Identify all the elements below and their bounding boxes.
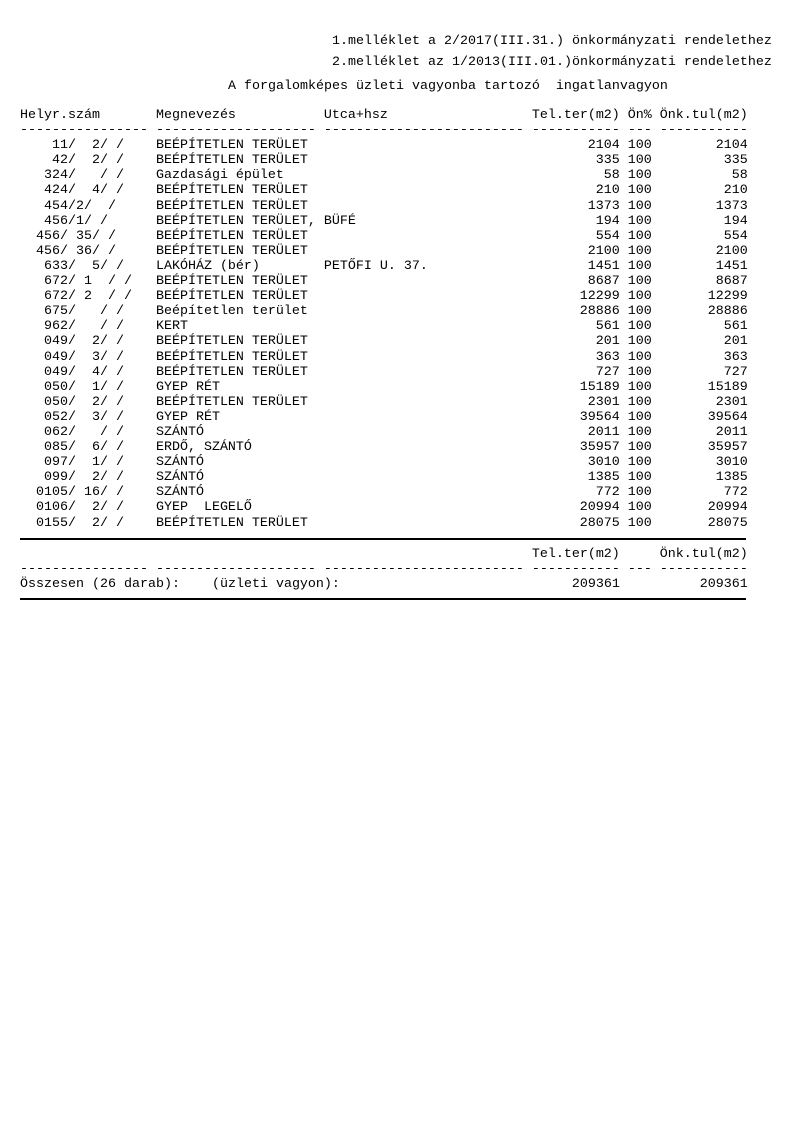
cell-onktul: 194 — [723, 213, 748, 229]
cell-megnevezes: SZÁNTÓ — [155, 424, 204, 440]
summary-header-spacer-3 — [324, 547, 524, 562]
summary-total-telter: 209361 — [571, 577, 620, 593]
cell-telter: 8687 — [587, 274, 620, 290]
cell-onktul: 554 — [723, 228, 748, 244]
cell-helyr: 052/ 3/ / — [20, 409, 124, 425]
cell-onktul: 58 — [731, 168, 748, 184]
cell-telter: 210 — [595, 183, 620, 199]
decree-reference-block — [332, 31, 772, 73]
cell-telter: 2011 — [587, 424, 620, 440]
cell-utca — [324, 138, 524, 153]
cell-utca — [324, 425, 524, 440]
cell-helyr: 062/ / / — [20, 424, 124, 440]
table-row — [20, 350, 748, 365]
summary-header-spacer-1 — [20, 547, 148, 562]
summary-bottom-rule — [20, 598, 746, 600]
cell-helyr: 454/2/ / — [20, 198, 116, 214]
table-header-row — [20, 108, 748, 123]
table-row — [20, 168, 748, 183]
cell-telter: 15189 — [579, 379, 620, 395]
cell-megnevezes: BEÉPÍTETLEN TERÜLET — [155, 394, 308, 410]
cell-telter: 2104 — [587, 138, 620, 154]
cell-telter: 28886 — [579, 304, 620, 320]
table-row — [20, 304, 748, 319]
cell-megnevezes: BEÉPÍTETLEN TERÜLET — [155, 138, 308, 154]
cell-utca — [324, 168, 524, 183]
table-row — [20, 470, 748, 485]
cell-telter: 1385 — [587, 470, 620, 486]
cell-helyr: 0105/ 16/ / — [20, 485, 124, 501]
cell-utca — [324, 319, 524, 334]
cell-telter: 39564 — [579, 409, 620, 425]
cell-helyr: 097/ 1/ / — [20, 455, 124, 471]
cell-on: 100 — [627, 334, 652, 350]
cell-helyr: 11/ 2/ / — [20, 138, 124, 154]
table-row — [20, 440, 748, 455]
cell-utca — [324, 485, 524, 500]
cell-helyr: 050/ 1/ / — [20, 379, 124, 395]
summary-header-telter: Tel.ter(m2) — [531, 547, 620, 562]
table-row — [20, 199, 748, 214]
cell-megnevezes: BEÉPÍTETLEN TERÜLET — [155, 243, 308, 259]
cell-helyr: 0106/ 2/ / — [20, 500, 124, 516]
table-row — [20, 153, 748, 168]
column-header-on: Ön% — [627, 108, 652, 123]
cell-utca — [324, 380, 524, 395]
decree-reference-line-2: 2.melléklet az 1/2013(III.01.)önkormányzati rendelethez — [332, 55, 772, 70]
table-header-ruler: ---------------- -------------------- ------------------------- ----------- --- ----------- — [20, 123, 748, 139]
cell-onktul: 2104 — [715, 138, 748, 154]
cell-on: 100 — [627, 349, 652, 365]
cell-telter: 727 — [595, 364, 620, 380]
cell-utca — [324, 470, 524, 485]
cell-on: 100 — [627, 228, 652, 244]
cell-on: 100 — [627, 274, 652, 290]
cell-megnevezes: BEÉPÍTETLEN TERÜLET — [155, 364, 308, 380]
column-header-telter: Tel.ter(m2) — [531, 108, 620, 123]
cell-megnevezes: SZÁNTÓ — [155, 455, 204, 471]
cell-utca: PETŐFI U. 37. — [323, 258, 428, 274]
column-header-helyr: Helyr.szám — [20, 108, 100, 123]
table-row — [20, 516, 748, 531]
cell-megnevezes: BEÉPÍTETLEN TERÜLET — [155, 349, 308, 365]
cell-on: 100 — [627, 153, 652, 169]
table-row — [20, 410, 748, 425]
cell-megnevezes: SZÁNTÓ — [155, 470, 204, 486]
cell-on: 100 — [627, 379, 652, 395]
cell-onktul: 28075 — [707, 515, 748, 531]
cell-utca — [324, 289, 524, 304]
cell-utca — [324, 304, 524, 319]
cell-on: 100 — [627, 319, 652, 335]
cell-on: 100 — [627, 424, 652, 440]
cell-megnevezes: GYEP LEGELŐ — [155, 500, 252, 516]
cell-megnevezes: GYEP RÉT — [155, 379, 220, 395]
cell-utca — [324, 500, 524, 515]
cell-on: 100 — [627, 409, 652, 425]
cell-helyr: 675/ / / — [20, 304, 124, 320]
document-title: A forgalomképes üzleti vagyonba tartozó ingatlanvagyon — [228, 79, 668, 94]
cell-helyr: 0155/ 2/ / — [20, 515, 124, 531]
cell-megnevezes: BEÉPÍTETLEN TERÜLET — [155, 198, 308, 214]
cell-megnevezes: ERDŐ, SZÁNTÓ — [155, 440, 252, 456]
cell-megnevezes: BEÉPÍTETLEN TERÜLET — [155, 274, 308, 290]
cell-on: 100 — [627, 243, 652, 259]
cell-helyr: 456/ 36/ / — [20, 243, 116, 259]
cell-onktul: 772 — [723, 485, 748, 501]
cell-telter: 2301 — [587, 394, 620, 410]
table-row — [20, 229, 748, 244]
table-row — [20, 380, 748, 395]
cell-onktul: 35957 — [707, 440, 748, 456]
table-row — [20, 395, 748, 410]
cell-onktul: 335 — [723, 153, 748, 169]
cell-onktul: 1385 — [715, 470, 748, 486]
cell-telter: 28075 — [579, 515, 620, 531]
summary-header-row — [20, 547, 748, 562]
cell-megnevezes: BEÉPÍTETLEN TERÜLET — [155, 153, 308, 169]
decree-reference-line-1: 1.melléklet a 2/2017(III.31.) önkormányzati rendelethez — [332, 34, 772, 49]
cell-megnevezes: GYEP RÉT — [155, 409, 220, 425]
cell-utca — [324, 244, 524, 259]
summary-total-row — [20, 577, 748, 592]
cell-on: 100 — [627, 289, 652, 305]
cell-on: 100 — [627, 138, 652, 154]
cell-onktul: 28886 — [707, 304, 748, 320]
cell-on: 100 — [627, 198, 652, 214]
cell-onktul: 1373 — [715, 198, 748, 214]
cell-onktul: 15189 — [707, 379, 748, 395]
cell-utca — [324, 410, 524, 425]
cell-on: 100 — [627, 394, 652, 410]
cell-telter: 1373 — [587, 198, 620, 214]
summary-ruler: ---------------- -------------------- ------------------------- ----------- --- ----------- — [20, 562, 748, 578]
table-row — [20, 214, 748, 229]
cell-telter: 58 — [603, 168, 620, 184]
cell-helyr: 085/ 6/ / — [20, 440, 124, 456]
cell-on: 100 — [627, 168, 652, 184]
cell-utca — [324, 440, 524, 455]
table-row — [20, 289, 748, 304]
summary-block — [20, 547, 748, 592]
cell-helyr: 049/ 4/ / — [20, 364, 124, 380]
cell-megnevezes: Gazdasági épület — [155, 168, 284, 184]
cell-onktul: 363 — [723, 349, 748, 365]
table-row — [20, 455, 748, 470]
cell-helyr: 099/ 2/ / — [20, 470, 124, 486]
cell-helyr: 456/1/ / — [20, 213, 108, 229]
cell-telter: 335 — [595, 153, 620, 169]
column-header-onktul: Önk.tul(m2) — [659, 108, 748, 123]
summary-header-spacer-4 — [628, 547, 652, 562]
table-row — [20, 183, 748, 198]
cell-telter: 35957 — [579, 440, 620, 456]
summary-top-rule — [20, 538, 746, 540]
cell-megnevezes: Beépítetlen terület — [155, 304, 308, 320]
cell-on: 100 — [627, 500, 652, 516]
cell-helyr: 424/ 4/ / — [20, 183, 124, 199]
cell-megnevezes: LAKÓHÁZ (bér) — [155, 258, 260, 274]
cell-onktul: 727 — [723, 364, 748, 380]
cell-telter: 20994 — [579, 500, 620, 516]
cell-helyr: 324/ / / — [20, 168, 124, 184]
cell-megnevezes: SZÁNTÓ — [155, 485, 204, 501]
cell-utca — [324, 274, 524, 289]
cell-utca — [324, 229, 524, 244]
table-row — [20, 138, 748, 153]
cell-on: 100 — [627, 515, 652, 531]
cell-helyr: 633/ 5/ / — [20, 258, 124, 274]
cell-utca — [324, 334, 524, 349]
cell-helyr: 42/ 2/ / — [20, 153, 124, 169]
table-row — [20, 259, 748, 274]
column-header-utca: Utca+hsz — [323, 108, 388, 123]
cell-onktul: 39564 — [707, 409, 748, 425]
cell-telter: 194 — [595, 213, 620, 229]
cell-telter: 554 — [595, 228, 620, 244]
cell-onktul: 561 — [723, 319, 748, 335]
cell-megnevezes: BEÉPÍTETLEN TERÜLET, BÜFÉ — [155, 213, 356, 229]
table-row — [20, 274, 748, 289]
cell-on: 100 — [627, 183, 652, 199]
cell-telter: 201 — [595, 334, 620, 350]
cell-megnevezes: BEÉPÍTETLEN TERÜLET — [155, 515, 308, 531]
cell-onktul: 2011 — [715, 424, 748, 440]
cell-helyr: 049/ 2/ / — [20, 334, 124, 350]
cell-onktul: 201 — [723, 334, 748, 350]
cell-utca — [324, 395, 524, 410]
cell-on: 100 — [627, 470, 652, 486]
cell-onktul: 3010 — [715, 455, 748, 471]
cell-telter: 1451 — [587, 258, 620, 274]
cell-helyr: 049/ 3/ / — [20, 349, 124, 365]
cell-megnevezes: BEÉPÍTETLEN TERÜLET — [155, 183, 308, 199]
summary-header-onktul: Önk.tul(m2) — [659, 547, 748, 562]
cell-megnevezes: KERT — [155, 319, 188, 335]
cell-megnevezes: BEÉPÍTETLEN TERÜLET — [155, 289, 308, 305]
cell-onktul: 20994 — [707, 500, 748, 516]
cell-on: 100 — [627, 440, 652, 456]
cell-helyr: 672/ 1 / / — [20, 274, 132, 290]
cell-on: 100 — [627, 364, 652, 380]
cell-onktul: 2100 — [715, 243, 748, 259]
cell-helyr: 962/ / / — [20, 319, 124, 335]
cell-on: 100 — [627, 455, 652, 471]
summary-total-onktul: 209361 — [699, 577, 748, 593]
cell-on: 100 — [627, 258, 652, 274]
table-row — [20, 500, 748, 515]
property-table — [20, 108, 748, 531]
cell-telter: 363 — [595, 349, 620, 365]
cell-telter: 2100 — [587, 243, 620, 259]
table-row — [20, 365, 748, 380]
cell-telter: 3010 — [587, 455, 620, 471]
summary-total-spacer — [628, 577, 652, 592]
cell-onktul: 2301 — [715, 394, 748, 410]
cell-utca — [324, 350, 524, 365]
cell-on: 100 — [627, 213, 652, 229]
cell-helyr: 050/ 2/ / — [20, 394, 124, 410]
cell-utca — [324, 214, 524, 229]
table-row — [20, 319, 748, 334]
cell-helyr: 672/ 2 / / — [20, 289, 132, 305]
cell-onktul: 210 — [723, 183, 748, 199]
cell-onktul: 12299 — [707, 289, 748, 305]
summary-header-spacer-2 — [156, 547, 316, 562]
cell-onktul: 8687 — [715, 274, 748, 290]
cell-megnevezes: BEÉPÍTETLEN TERÜLET — [155, 228, 308, 244]
cell-telter: 772 — [595, 485, 620, 501]
cell-onktul: 1451 — [715, 258, 748, 274]
cell-utca — [324, 153, 524, 168]
cell-utca — [324, 199, 524, 214]
cell-utca — [324, 365, 524, 380]
cell-utca — [324, 516, 524, 531]
cell-on: 100 — [627, 485, 652, 501]
cell-on: 100 — [627, 304, 652, 320]
table-row — [20, 485, 748, 500]
cell-helyr: 456/ 35/ / — [20, 228, 116, 244]
table-row — [20, 425, 748, 440]
cell-telter: 561 — [595, 319, 620, 335]
cell-utca — [324, 455, 524, 470]
cell-utca — [324, 183, 524, 198]
cell-telter: 12299 — [579, 289, 620, 305]
summary-total-label: Összesen (26 darab): (üzleti vagyon): — [20, 577, 340, 593]
table-row — [20, 244, 748, 259]
cell-megnevezes: BEÉPÍTETLEN TERÜLET — [155, 334, 308, 350]
column-header-megnevezes: Megnevezés — [155, 108, 236, 123]
table-row — [20, 334, 748, 349]
